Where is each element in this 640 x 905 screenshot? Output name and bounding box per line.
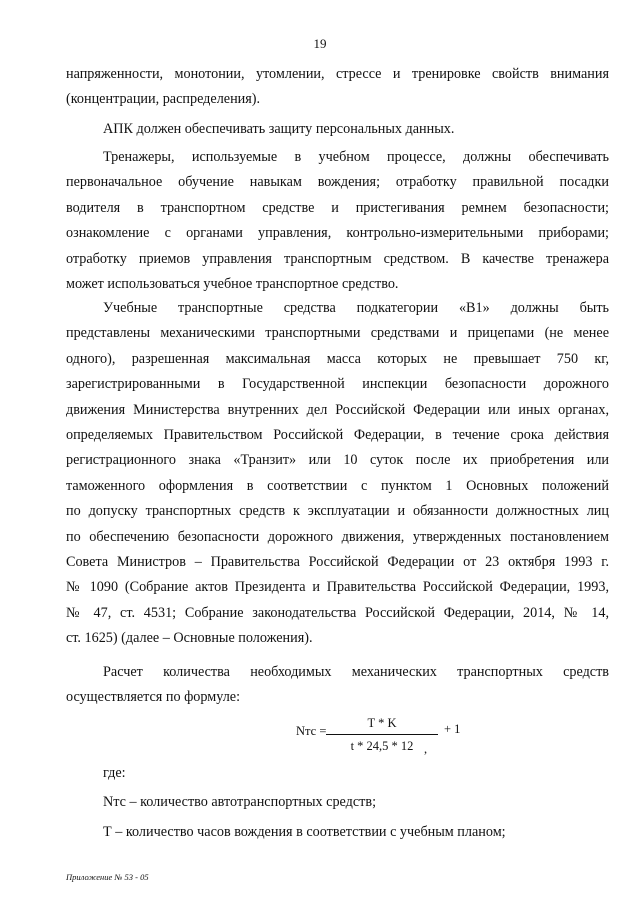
text-line: движения Министерства внутренних дел Российской Федерации или иных органах, <box>66 401 609 418</box>
text-line: Учебные транспортные средства подкатегории «В1» должны быть <box>103 300 609 316</box>
text-line: Тренажеры, используемые в учебном процессе, должны обеспечивать <box>103 149 609 165</box>
text-line: Расчет количества необходимых механических транспортных средств <box>103 664 609 680</box>
text-line: первоначальное обучение навыкам вождения; отработку правильной посадки <box>66 174 609 191</box>
text-line: зарегистрированными в Государственной инспекции безопасности дорожного <box>66 376 609 393</box>
fraction-bar <box>326 734 438 735</box>
text-line: отработку приемов управления транспортным средством. В качестве тренажера <box>66 250 609 267</box>
paragraph-continuation <box>66 62 609 113</box>
text-line: Т – количество часов вождения в соответствии с учебным планом; <box>103 823 506 840</box>
formula-lhs: Nтс = <box>296 724 327 738</box>
text-line: водителя в транспортном средстве и пристегивания ремнем безопасности; <box>66 199 609 216</box>
text-line: осуществляется по формуле: <box>66 689 241 706</box>
paragraph-calculation <box>66 660 609 711</box>
paragraph-simulators <box>66 145 609 297</box>
text-line: по обеспечению безопасности дорожного движения, утвержденных постановлением <box>66 528 609 545</box>
formula-fraction <box>326 714 438 755</box>
formula-comma: , <box>424 742 428 756</box>
text-line: Nтс – количество автотранспортных средств; <box>103 794 377 811</box>
text-line: № 1090 (Собрание актов Президента и Правительства Российской Федерации, 1993, <box>66 579 609 596</box>
text-line: может использоваться учебное транспортное средство. <box>66 276 399 293</box>
text-line: одного), разрешенная максимальная масса которых не превышает 750 кг, <box>66 350 609 367</box>
text-line: (концентрации, распределения). <box>66 91 261 108</box>
text-line: ст. 1625) (далее – Основные положения). <box>66 630 313 647</box>
text-line: представлены механическими транспортными средствами и прицепами (не менее <box>66 325 609 342</box>
text-line: № 47, ст. 4531; Собрание законодательства Российской Федерации, 2014, № 14, <box>66 604 609 621</box>
formula-legend <box>66 761 609 845</box>
text-line: напряженности, монотонии, утомлении, стрессе и тренировке свойств внимания <box>66 66 609 82</box>
text-line: Совета Министров – Правительства Российской Федерации от 23 октября 1993 г. <box>66 554 609 571</box>
paragraph-training-vehicles <box>66 296 609 652</box>
footer-attachment-label: Приложение № 53 - 05 <box>66 872 149 882</box>
text-line: ознакомление с органами управления, контрольно-измерительными приборами; <box>66 225 609 242</box>
text-line: таможенного оформления в соответствии с пунктом 1 Основных положений <box>66 477 609 494</box>
text-line: где: <box>103 765 126 781</box>
paragraph-data-protection <box>66 117 609 142</box>
formula-rhs: + 1 <box>444 722 461 736</box>
formula-denominator: t * 24,5 * 12 <box>350 739 414 753</box>
text-line: определяемых Правительством Российской Федерации, в течение срока действия <box>66 427 609 444</box>
text-line: регистрационного знака «Транзит» или 10 суток после их приобретения или <box>66 452 609 469</box>
formula-numerator: T * K <box>367 716 397 730</box>
page-number: 19 <box>313 36 327 51</box>
text-line: АПК должен обеспечивать защиту персональных данных. <box>103 121 455 137</box>
text-line: по допуску транспортных средств к эксплуатации и обязанности должностных лиц <box>66 503 609 520</box>
